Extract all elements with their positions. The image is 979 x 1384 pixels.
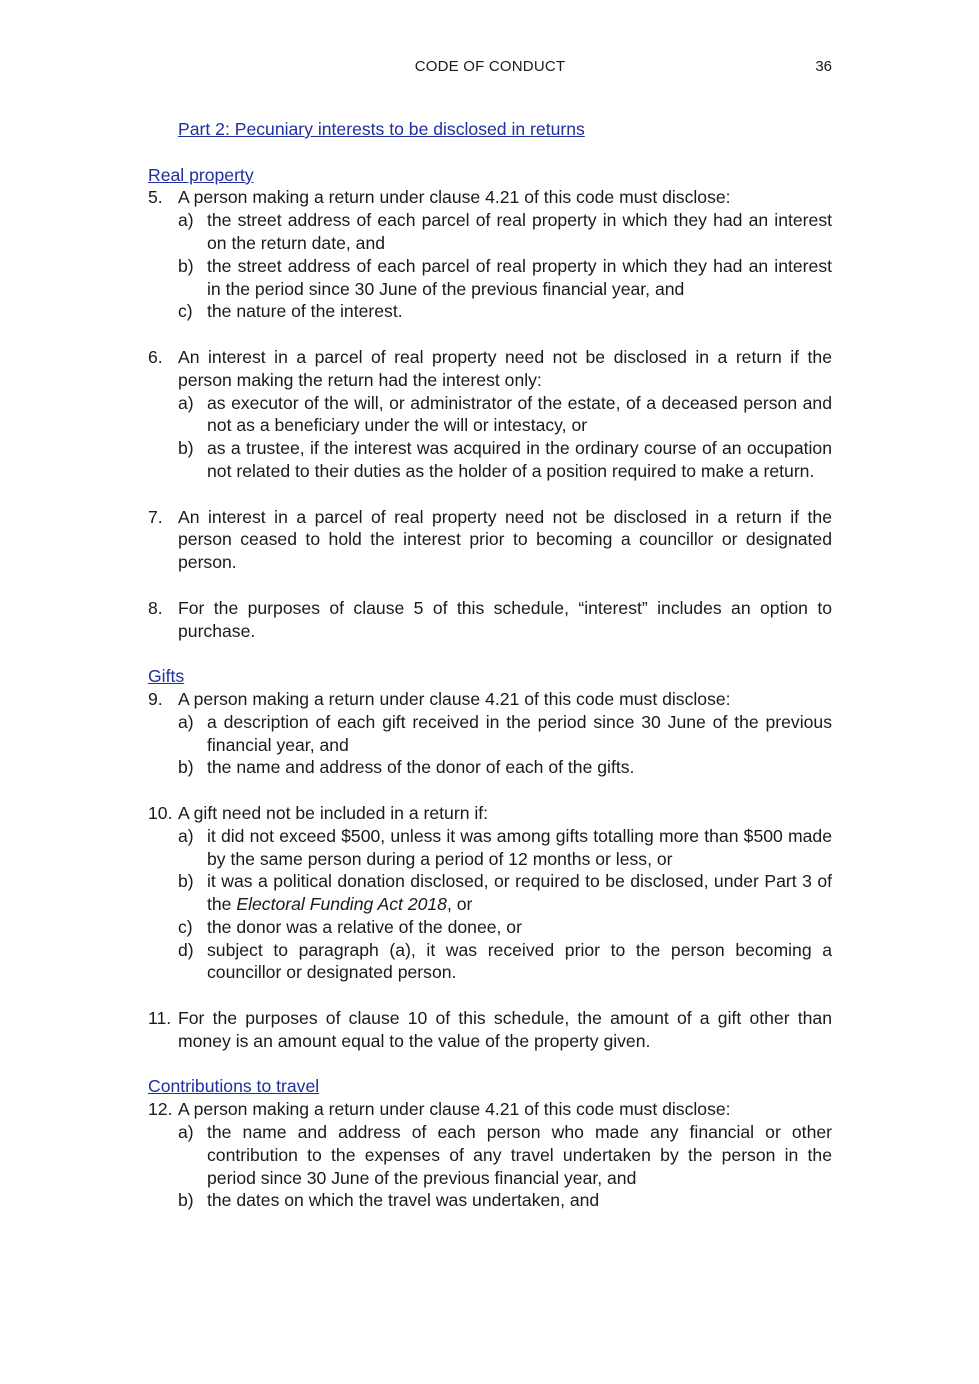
subclause: [178, 711, 832, 757]
clause-number: 12.: [148, 1099, 173, 1120]
subclause-text: the dates on which the travel was undertaken, and: [207, 1190, 600, 1211]
subclause-letter: b): [178, 438, 194, 459]
clause-text: A gift need not be included in a return if:: [178, 802, 489, 823]
clause-6: [148, 346, 832, 392]
subclause: [178, 1121, 832, 1189]
subclause-text: subject to paragraph (a), it was received prior to the person becoming a councillor or designated person.: [207, 939, 832, 983]
subclause: [178, 1189, 832, 1212]
subclause-text: the name and address of each person who made any financial or other contribution to the expenses of any travel undertaken by the person in the period since 30 June of the previous financial year, and: [207, 1122, 832, 1188]
clause-number: 7.: [148, 506, 163, 527]
clause-7: [148, 506, 832, 574]
subclause: [178, 209, 832, 255]
subclause-text: the nature of the interest.: [207, 301, 403, 322]
subclause-text: as executor of the will, or administrator of the estate, of a deceased person and not as a beneficiary under the will or intestacy, or: [207, 392, 832, 436]
clause-number: 8.: [148, 597, 163, 618]
page-header: [148, 58, 832, 80]
subclause-text: [207, 870, 832, 916]
subclause-letter: a): [178, 210, 194, 231]
subclause-text: a description of each gift received in the period since 30 June of the previous financial year, and: [207, 711, 832, 755]
subclause-text: the street address of each parcel of real property in which they had an interest in the period since 30 June of the previous financial year, and: [207, 255, 832, 299]
subclause-letter: b): [178, 871, 194, 892]
document-body: [148, 118, 832, 1212]
clause-text: A person making a return under clause 4.21 of this code must disclose:: [178, 688, 731, 709]
clause-8: [148, 597, 832, 643]
subclause: [178, 916, 832, 939]
clause-text: An interest in a parcel of real property need not be disclosed in a return if the person making the return had the interest only:: [178, 346, 832, 390]
subclause-text: it did not exceed $500, unless it was among gifts totalling more than $500 made by the same person during a period of 12 months or less, or: [207, 825, 832, 869]
section-heading-gifts: Gifts: [148, 666, 185, 687]
subclause: [178, 392, 832, 438]
subclause-text-pre: it was a political donation disclosed, or required to be disclosed, under Part 3 of the: [207, 871, 832, 915]
subclause-letter: d): [178, 939, 194, 960]
clause-text: A person making a return under clause 4.21 of this code must disclose:: [178, 187, 731, 208]
clause-text: A person making a return under clause 4.21 of this code must disclose:: [178, 1099, 731, 1120]
clause-number: 9.: [148, 688, 163, 709]
clause-10: [148, 802, 832, 825]
subclause-letter: b): [178, 1190, 194, 1211]
clause-text: For the purposes of clause 5 of this schedule, “interest” includes an option to purchase.: [178, 597, 832, 641]
subclause: [178, 437, 832, 483]
subclause-letter: b): [178, 255, 194, 276]
subclause-letter: a): [178, 711, 194, 732]
clause-12: [148, 1098, 832, 1121]
subclause-text-post: , or: [446, 894, 473, 915]
document-title: CODE OF CONDUCT: [414, 58, 566, 75]
clause-number: 10.: [148, 802, 173, 823]
subclause: [178, 939, 832, 985]
act-title: Electoral Funding Act 2018: [236, 894, 447, 915]
subclause-letter: b): [178, 757, 194, 778]
part-title: Part 2: Pecuniary interests to be disclosed in returns: [178, 119, 585, 139]
clause-text: An interest in a parcel of real property need not be disclosed in a return if the person ceased to hold the interest prior to becoming a councillor or designated person.: [178, 506, 832, 573]
subclause-letter: a): [178, 392, 194, 413]
subclause-letter: a): [178, 1122, 194, 1143]
clause-5: [148, 186, 832, 209]
subclause: [178, 870, 832, 916]
subclause: [178, 756, 832, 779]
subclause-text: the name and address of the donor of each of the gifts.: [207, 757, 635, 778]
clause-9: [148, 688, 832, 711]
section-heading-contributions-to-travel: Contributions to travel: [148, 1076, 320, 1097]
subclause-text: the donor was a relative of the donee, or: [207, 916, 522, 937]
clause-number: 11.: [148, 1008, 172, 1029]
page-number: 36: [815, 58, 832, 75]
clause-11: [148, 1007, 832, 1053]
subclause: [178, 255, 832, 301]
subclause: [178, 825, 832, 871]
section-heading-real-property: Real property: [148, 164, 254, 185]
subclause-letter: a): [178, 825, 194, 846]
subclause-letter: c): [178, 916, 193, 937]
subclause: [178, 300, 832, 323]
subclause-letter: c): [178, 301, 193, 322]
subclause-text: as a trustee, if the interest was acquired in the ordinary course of an occupation not related to their duties as the holder of a position required to make a return.: [207, 438, 832, 481]
clause-number: 6.: [148, 346, 163, 367]
clause-text: For the purposes of clause 10 of this schedule, the amount of a gift other than money is an amount equal to the value of the property given.: [178, 1008, 832, 1051]
subclause-text: the street address of each parcel of real property in which they had an interest on the return date, and: [207, 210, 832, 253]
clause-number: 5.: [148, 187, 163, 208]
